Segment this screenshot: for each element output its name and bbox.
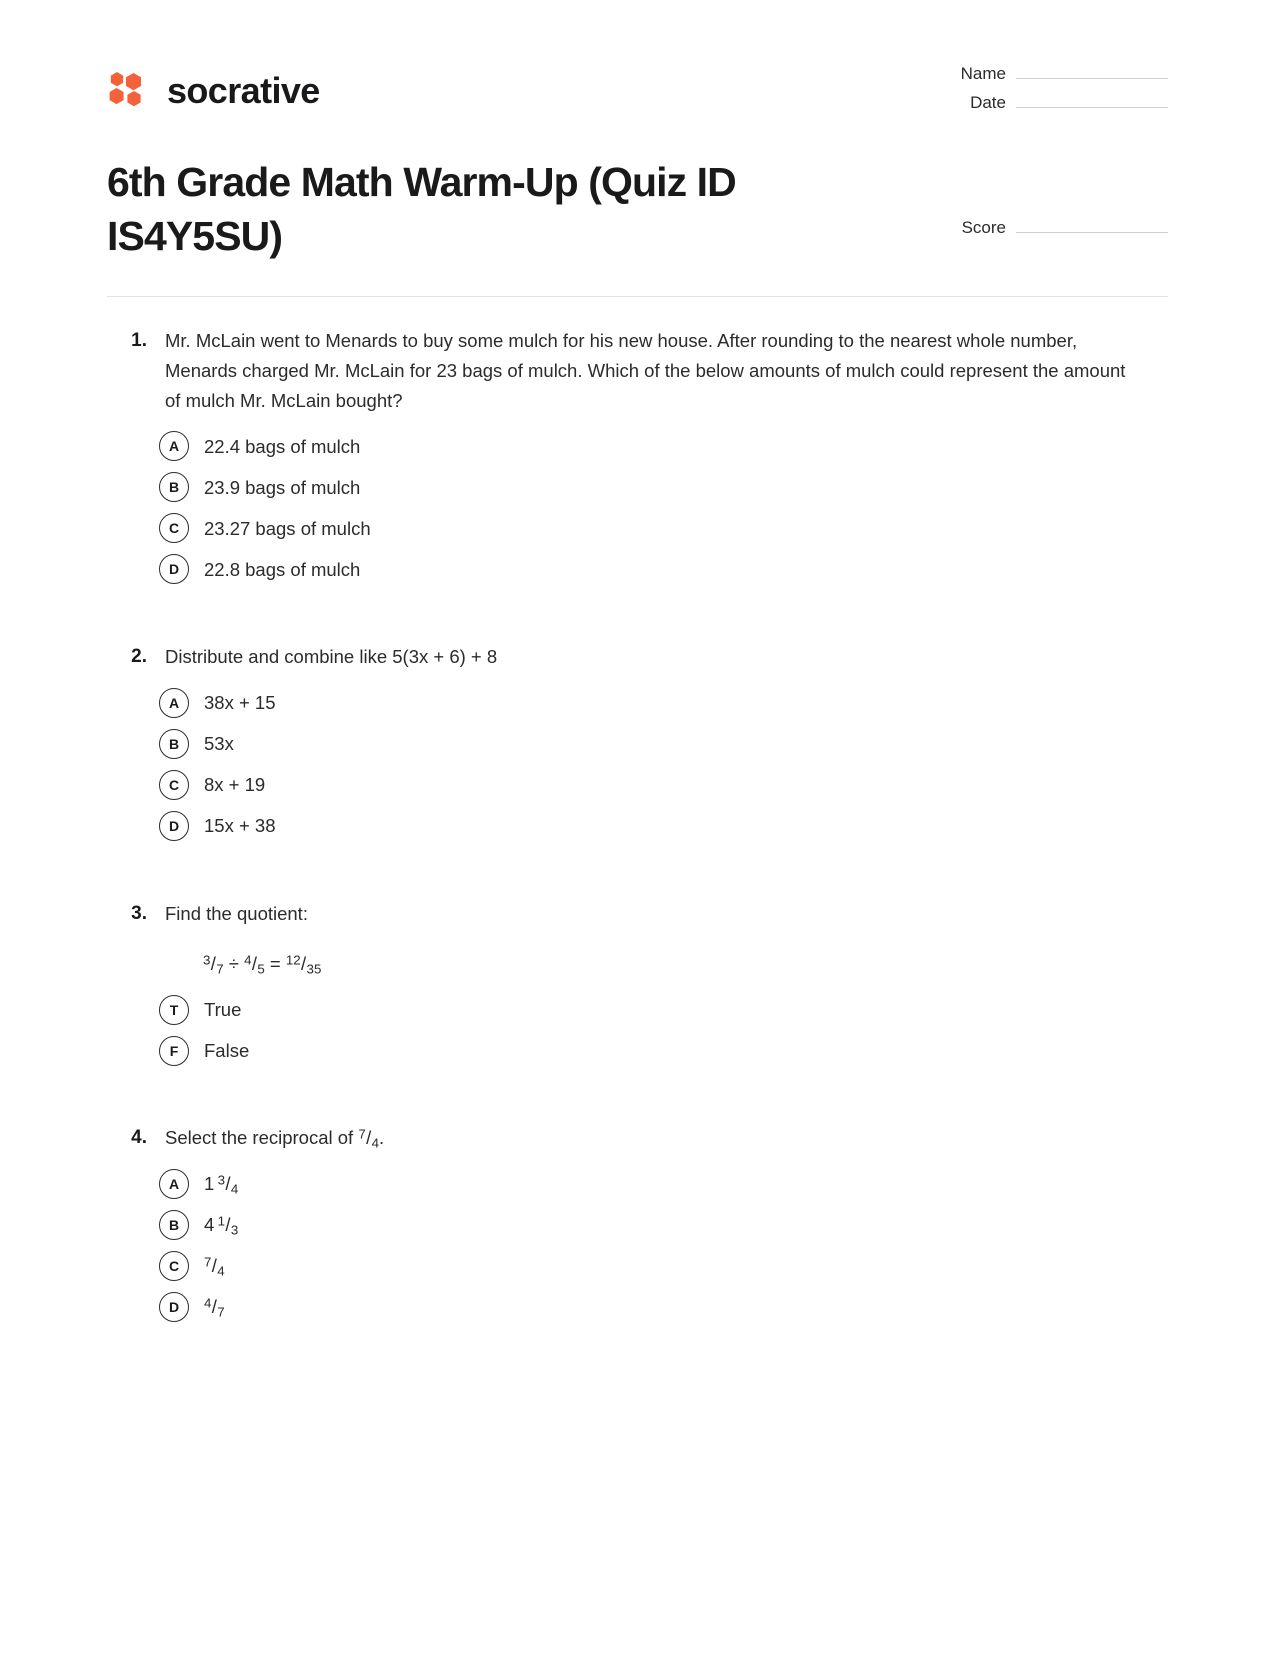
name-label: Name: [960, 64, 1006, 83]
fraction-denominator: 4: [230, 1182, 239, 1198]
question-header: [107, 899, 1168, 930]
question-number: 2.: [131, 645, 147, 667]
choice-bubble-a[interactable]: A: [159, 1169, 189, 1199]
choice-option-a[interactable]: [107, 683, 1168, 724]
choice-option-f[interactable]: [107, 1030, 1168, 1071]
fraction-denominator: 7: [216, 962, 224, 978]
question-header: [107, 1123, 1168, 1154]
question-text: Mr. McLain went to Menards to buy some mulch for his new house. After rounding to the nearest whole number, Menards charged Mr. McLain for 23 bags of mulch. Which of the below amounts of mulch could represent the amount of mulch Mr. McLain bought?: [165, 330, 1126, 411]
question-header: [107, 326, 1168, 416]
choice-bubble-c[interactable]: C: [159, 513, 189, 543]
page-header: [107, 60, 1168, 260]
question: [107, 899, 1168, 1071]
choice-bubble-a[interactable]: A: [159, 688, 189, 718]
fraction-slash: /: [251, 953, 258, 975]
header-divider: [107, 296, 1168, 297]
question: [107, 1123, 1168, 1328]
choice-label: True: [204, 998, 242, 1020]
choice-bubble-b[interactable]: B: [159, 472, 189, 502]
choice-label: 38x + 15: [204, 692, 276, 714]
name-input-line[interactable]: [1016, 60, 1168, 79]
choice-label: 22.8 bags of mulch: [204, 558, 361, 580]
choice-label: 15x + 38: [204, 815, 276, 837]
choice-option-c[interactable]: [107, 1246, 1168, 1287]
choice-option-c[interactable]: [107, 765, 1168, 806]
question-header: [107, 642, 1168, 673]
fraction-numerator: 3: [203, 952, 211, 968]
question-number: 1.: [131, 330, 147, 351]
choice-option-b[interactable]: [107, 724, 1168, 765]
fraction-denominator: 3: [230, 1223, 239, 1239]
fraction-denominator: 4: [217, 1264, 225, 1280]
fraction: [217, 1213, 239, 1239]
date-field-row: [908, 89, 1168, 118]
choice-label: [204, 1293, 225, 1321]
choice-label: False: [204, 1039, 250, 1061]
fraction-numerator: 3: [217, 1172, 226, 1188]
question-number: 4.: [131, 1127, 147, 1149]
fraction-slash: /: [301, 953, 307, 975]
question-text: Select the reciprocal of $^7/_4$.: [165, 1126, 385, 1151]
choice-bubble-c[interactable]: C: [159, 1251, 189, 1281]
question-expression: $^3/_7 \div ^4/_5 = ^{12}/_{35}$: [203, 952, 322, 978]
fraction: [204, 1254, 225, 1280]
fraction-denominator: 5: [257, 962, 265, 978]
choice-option-d[interactable]: [107, 1287, 1168, 1328]
choice-bubble-d[interactable]: D: [159, 811, 189, 841]
question: [107, 642, 1168, 847]
fraction-slash: /: [211, 1255, 217, 1277]
choice-bubble-f[interactable]: F: [159, 1036, 189, 1066]
choice-option-a[interactable]: [107, 426, 1168, 467]
fraction-denominator: 4: [371, 1135, 379, 1151]
fraction: [217, 1172, 239, 1198]
fraction-slash: /: [210, 953, 216, 975]
choice-list: [107, 683, 1168, 847]
fraction-slash: /: [225, 1173, 231, 1195]
choice-label: [204, 1211, 238, 1239]
fraction-slash: /: [211, 1296, 217, 1318]
score-field-row: [908, 214, 1168, 243]
choice-label: 8x + 19: [204, 774, 266, 796]
date-input-line[interactable]: [1016, 89, 1168, 108]
fraction-numerator: 7: [204, 1254, 212, 1270]
choice-list: [107, 426, 1168, 590]
choice-label: 22.4 bags of mulch: [204, 435, 361, 457]
choice-bubble-a[interactable]: A: [159, 431, 189, 461]
choice-label: 53x: [204, 733, 234, 755]
fraction: [204, 1295, 225, 1321]
question-text: Find the quotient:: [165, 902, 308, 924]
score-label: Score: [961, 218, 1006, 237]
fraction: [203, 952, 224, 978]
choice-option-d[interactable]: [107, 549, 1168, 590]
choice-bubble-t[interactable]: T: [159, 995, 189, 1025]
choice-bubble-d[interactable]: D: [159, 554, 189, 584]
fraction: [358, 1126, 379, 1151]
page-title: 6th Grade Math Warm-Up (Quiz ID IS4Y5SU): [107, 159, 736, 260]
whole-number: 1: [204, 1173, 215, 1195]
brand-name: socrative: [167, 70, 320, 111]
date-label: Date: [970, 93, 1006, 112]
question-list: [107, 326, 1168, 1380]
fraction: [285, 952, 322, 978]
choice-option-a[interactable]: [107, 1164, 1168, 1205]
choice-label: [204, 1170, 238, 1198]
fraction-numerator: 1: [217, 1213, 226, 1229]
question: [107, 326, 1168, 590]
choice-bubble-b[interactable]: B: [159, 729, 189, 759]
choice-label: 23.27 bags of mulch: [204, 517, 371, 539]
socrative-hexagon-logo-icon: [107, 68, 153, 114]
choice-list: [107, 989, 1168, 1071]
fraction: [244, 952, 265, 978]
choice-option-d[interactable]: [107, 806, 1168, 847]
choice-option-c[interactable]: [107, 508, 1168, 549]
fraction-denominator: 7: [217, 1305, 225, 1321]
fraction-denominator: 35: [306, 962, 322, 978]
fraction-numerator: 7: [358, 1126, 366, 1142]
choice-label: 23.9 bags of mulch: [204, 476, 361, 498]
choice-bubble-c[interactable]: C: [159, 770, 189, 800]
choice-option-t[interactable]: [107, 989, 1168, 1030]
question-number: 3.: [131, 902, 147, 924]
brand: [107, 68, 320, 114]
choice-option-b[interactable]: [107, 1205, 1168, 1246]
choice-option-b[interactable]: [107, 467, 1168, 508]
score-input-line[interactable]: [1016, 214, 1168, 233]
fraction-slash: /: [366, 1127, 372, 1149]
question-text: Distribute and combine like 5(3x + 6) + 8: [165, 645, 498, 667]
choice-bubble-b[interactable]: B: [159, 1210, 189, 1240]
fraction-numerator: 4: [204, 1295, 212, 1311]
choice-label: [204, 1252, 225, 1280]
whole-number: 4: [204, 1214, 215, 1236]
fraction-slash: /: [225, 1214, 231, 1236]
choice-bubble-d[interactable]: D: [159, 1292, 189, 1322]
student-meta-fields: [908, 60, 1168, 243]
choice-list: [107, 1164, 1168, 1328]
name-field-row: [908, 60, 1168, 89]
fraction-numerator: 4: [244, 952, 252, 968]
fraction-numerator: 12: [285, 952, 301, 968]
